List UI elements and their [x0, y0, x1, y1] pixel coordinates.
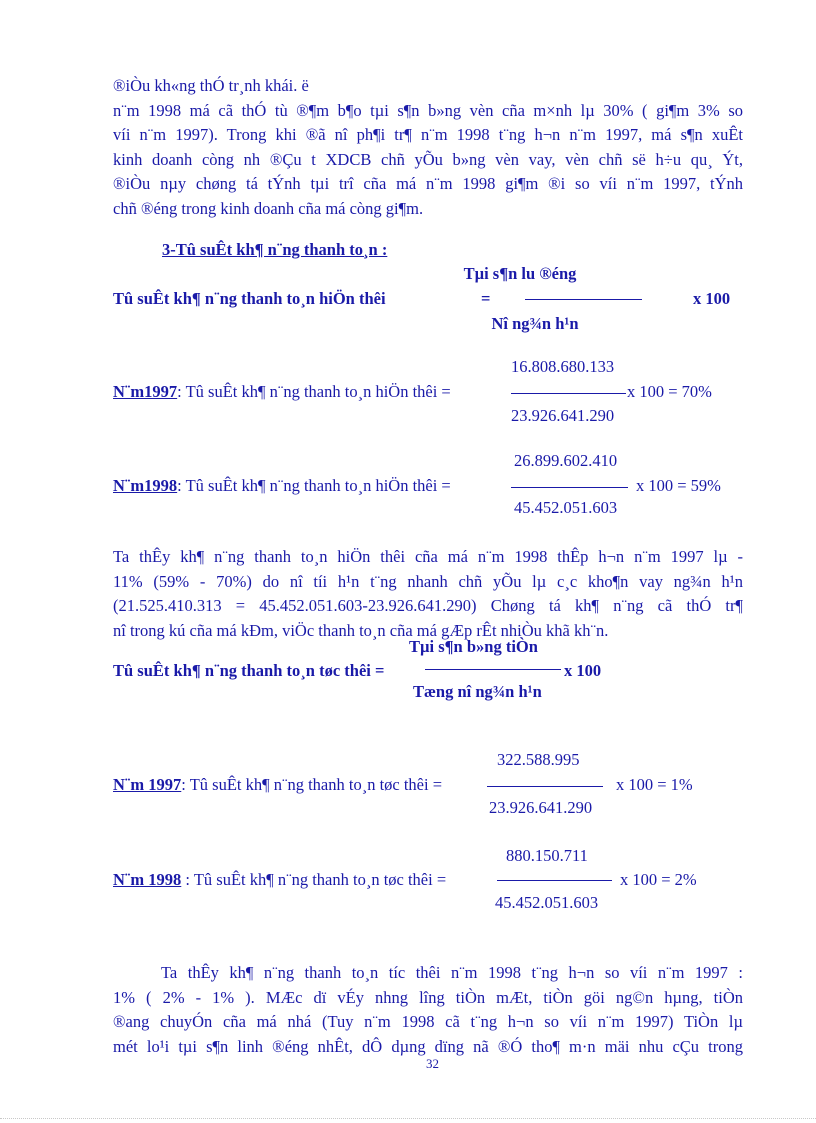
calc1997-instant-numerator: 322.588.995 — [497, 750, 580, 769]
formula1-denominator: Nî ng¾n h¹n — [491, 314, 579, 333]
intro-line: ®iÒu nµy chøng tá tÝnh tµi trî cña má n¨m 1998 gi¶m ®i so víi n¨m 1997, tÝnh — [113, 174, 743, 193]
formula1-multiplier: x 100 — [693, 289, 731, 308]
middle-paragraph — [113, 545, 743, 643]
formula1-equals: = — [481, 289, 491, 308]
calc-result: x 100 = 59% — [636, 476, 721, 495]
final-line: 1% ( 2% - 1% ). MÆc dï vÉy nhng lîng tiÒn mÆt, tiÒn göi ng©n hµng, tiÒn — [113, 987, 743, 1007]
final-line: ®ang chuyÓn cña má nhá (Tuy n¨m 1998 cã t¨ng h¬n so víi n¨m 1997) TiÒn lµ — [113, 1012, 743, 1031]
page-bottom-divider — [0, 1118, 816, 1119]
formula2-label: Tû suÊt kh¶ n¨ng thanh to¸n tøc thêi = — [113, 661, 385, 680]
section-heading: 3-Tû suÊt kh¶ n¨ng thanh to¸n : — [162, 240, 388, 259]
calc1997-current-numerator: 16.808.680.133 — [511, 357, 615, 376]
calc1998-current-numerator: 26.899.602.410 — [514, 451, 618, 470]
intro-line: víi n¨m 1997). Trong khi ®ã nî ph¶i tr¶ n¨m 1998 t¨ng h¬n n¨m 1997, má s¶n xuÊt — [113, 125, 743, 144]
formula2-numerator: Tµi s¶n b»ng tiÒn — [409, 637, 538, 656]
intro-line: chñ ®éng trong kinh doanh cña má còng gi¶m. — [113, 198, 424, 218]
calc1998-instant-denominator: 45.452.051.603 — [495, 893, 599, 912]
formula1-label: Tû suÊt kh¶ n¨ng thanh to¸n hiÖn thêi — [113, 289, 386, 308]
calc1998-instant-numerator: 880.150.711 — [506, 846, 588, 865]
calc-text: : Tû suÊt kh¶ n¨ng thanh to¸n tøc thêi = — [181, 775, 443, 794]
middle-line: Ta thÊy kh¶ n¨ng thanh to¸n hiÖn thêi cña má n¨m 1998 thÊp h¬n n¨m 1997 lµ - — [113, 547, 743, 566]
calc1998-current-denominator: 45.452.051.603 — [514, 498, 618, 517]
calc-result: x 100 = 70% — [627, 382, 712, 401]
fraction-bar — [511, 487, 628, 488]
final-paragraph — [113, 961, 743, 1059]
fraction-bar — [511, 393, 626, 394]
intro-line: n¨m 1998 má cã thÓ tù ®¶m b¶o tµi s¶n b»ng vèn cña m×nh lµ 30% ( gi¶m 3% so — [113, 100, 743, 120]
middle-line: (21.525.410.313 = 45.452.051.603-23.926.641.290) Chøng tá kh¶ n¨ng cã thÓ tr¶ — [113, 596, 743, 615]
formula1-numerator: Tµi s¶n lu ®éng — [463, 264, 577, 283]
calc-result: x 100 = 2% — [620, 870, 697, 889]
fraction-bar — [487, 786, 603, 787]
intro-paragraph — [113, 74, 743, 221]
year-label: N¨m 1998 — [113, 870, 182, 889]
middle-line: nî trong kú cña má kÐm, viÖc thanh to¸n cña má gÆp rÊt nhiÒu khã kh¨n. — [113, 620, 609, 640]
calc-text: : Tû suÊt kh¶ n¨ng thanh to¸n hiÖn thêi = — [177, 476, 451, 495]
fraction-bar — [497, 880, 612, 881]
calc1997-instant-denominator: 23.926.641.290 — [489, 798, 593, 817]
calc-result: x 100 = 1% — [616, 775, 693, 794]
formula2-multiplier: x 100 — [564, 661, 602, 680]
formula2-denominator: Tæng nî ng¾n h¹n — [413, 682, 542, 701]
year-label: N¨m1997 — [113, 382, 178, 401]
page-number: 32 — [426, 1056, 439, 1071]
middle-line: 11% (59% - 70%) do nî tíi h¹n t¨ng nhanh chñ yÕu lµ c¸c kho¶n vay ng¾n h¹n — [113, 571, 743, 591]
intro-line: ®iÒu kh«ng thÓ tr¸nh khái. ë — [113, 76, 309, 95]
calc-text: : Tû suÊt kh¶ n¨ng thanh to¸n hiÖn thêi = — [177, 382, 451, 401]
year-label: N¨m1998 — [113, 476, 178, 495]
calc1997-current-denominator: 23.926.641.290 — [511, 406, 615, 425]
calc-text: : Tû suÊt kh¶ n¨ng thanh to¸n tøc thêi = — [181, 870, 447, 889]
final-line: mét lo¹i tµi s¶n linh ®éng nhÊt, dÔ dµng dïng nã ®Ó tho¶ m·n mäi nhu cÇu trong — [113, 1036, 743, 1056]
year-label: N¨m 1997 — [113, 775, 182, 794]
formula2-fraction-bar — [425, 669, 561, 670]
intro-line: kinh doanh còng nh ®Çu t XDCB chñ yÕu b»ng vèn vay, vèn chñ së h÷u qu¸ Ýt, — [113, 149, 743, 169]
formula1-fraction-bar — [525, 299, 642, 300]
final-line: Ta thÊy kh¶ n¨ng thanh to¸n tíc thêi n¨m 1998 t¨ng h¬n so víi n¨m 1997 : — [161, 963, 743, 982]
